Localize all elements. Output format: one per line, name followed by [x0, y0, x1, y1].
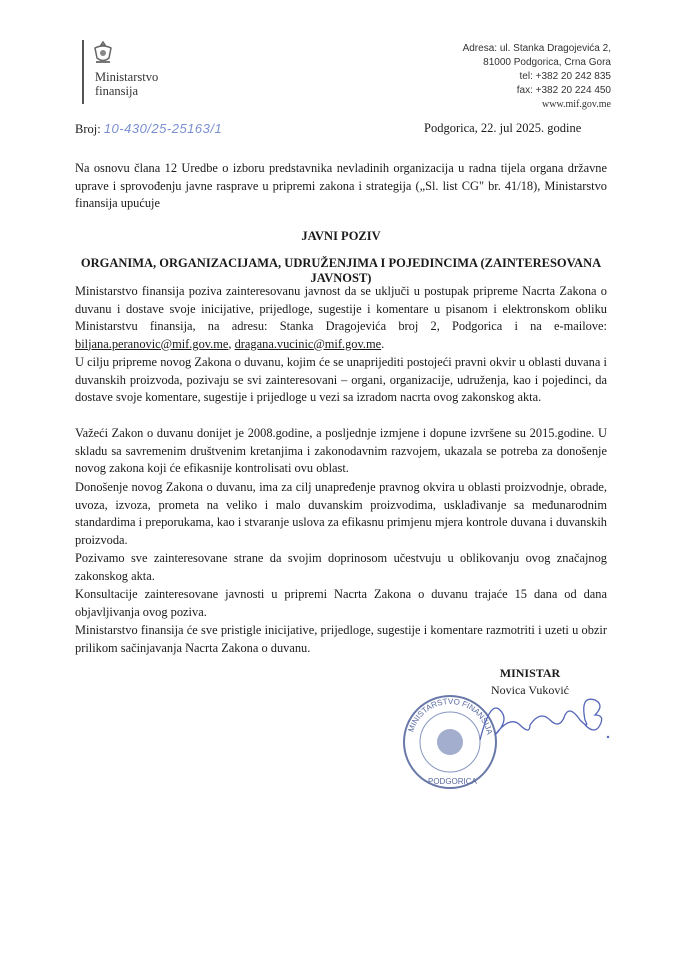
ministry-line: Ministarstvo — [95, 70, 159, 84]
ministry-line: finansija — [95, 84, 139, 98]
email-link[interactable]: biljana.peranovic@mif.gov.me — [75, 336, 229, 351]
document-title: JAVNI POZIV — [301, 229, 381, 243]
website: www.mif.gov.me — [542, 99, 611, 110]
paragraph: Pozivamo sve zainteresovane strane da svojim doprinosom učestvuju u oblikovanju ovog značajnog zakonskog akta. — [75, 551, 607, 583]
coat-of-arms-icon — [90, 40, 116, 68]
svg-text:MINISTARSTVO FINANSIJA: MINISTARSTVO FINANSIJA — [406, 696, 495, 736]
logo-divider — [82, 40, 84, 104]
intro-paragraph: Na osnovu člana 12 Uredbe o izboru predstavnika nevladinih organizacija u radna tijela organa državne uprave i sprovođenju javne rasprave u pripremi zakona i strategija („Sl. list CG" br. 41/18), Ministarstvo finansija upućuje — [75, 161, 607, 210]
contact-block — [463, 42, 611, 112]
paragraph: Donošenje novog Zakona o duvanu, ima za cilj unapređenje pravnog okvira u oblasti proizvodnje, obrade, uvoza, izvoza, prometa na veliko i malo duvanskim proizvodima, usklađivanje sa međunarodnim standardima i preporukama, kao i stvaranje uslova za efikasnu primjenu mjera kontrole duvana i duvanskih proizvoda. — [75, 480, 607, 547]
email-link[interactable]: dragana.vucinic@mif.gov.me — [234, 336, 382, 351]
paragraph: Važeći Zakon o duvanu donijet je 2008.godine, a posljednje izmjene i dopune izvršene su 2015.godine. U skladu sa savremenim društvenim kretanjima i zakonodavnim razvojem, ukazala se potreba za donošenje novog zakona koji će efikasnije kontrolisati ovu oblast. — [75, 426, 607, 475]
paragraph: Ministarstvo finansija poziva zainteresovanu javnost da se uključi u postupak pripreme Nacrta Zakona o duvanu i dostave svoje inicijative, prijedloge, sugestije i komentare u pisanom i elektronskom obliku Ministarstvu finansija, na adresu: Stanka Dragojevića broj 2, Podgorica i na e-mailove: biljana.peranovic@mif.gov.me, dragana.vucinic@mif.gov.me. — [75, 284, 607, 351]
paragraph: Ministarstvo finansija će sve pristigle inicijative, prijedloge, sugestije i komentare razmotriti i uzeti u obzir prilikom sačinjavanja Nacrta Zakona o duvanu. — [75, 623, 607, 655]
handwritten-signature — [470, 695, 620, 755]
svg-text:PODGORICA: PODGORICA — [428, 777, 477, 786]
reference-number — [75, 121, 222, 137]
document-subtitle: ORGANIMA, ORGANIZACIJAMA, UDRUŽENJIMA I POJEDINCIMA (ZAINTERESOVANA JAVNOST) — [80, 256, 602, 285]
paragraph: U cilju pripreme novog Zakona o duvanu, kojim će se unaprijediti postojeći pravni okvir u oblasti duvana i duvanskih proizvoda, pozivaju se svi zainteresovani – organi, organizacije, udruženja, kao i pojedinci, da dostave svoje komentare, sugestije i prijedloge u vezi sa izradom nacrta ovog zakonskog akta. — [75, 355, 607, 404]
broj-label: Broj: — [75, 122, 101, 136]
signatory-name: Novica Vuković — [490, 683, 570, 697]
paragraph-text: Ministarstvo finansija poziva zainteresovanu javnost da se uključi u postupak pripreme Nacrta Zakona o duvanu i dostave svoje inicijative, prijedloge, sugestije i komentare u pisanom i elektronskom obliku Ministarstvu finansija, na adresu: Stanka Dragojevića broj 2, Podgorica i na e-mailove: — [75, 284, 607, 333]
paragraph: Konsultacije zainteresovane javnosti u pripremi Nacrta Zakona o duvanu trajaće 15 dana od dana objavljivanja ovog poziva. — [75, 587, 607, 619]
phone: tel: +382 20 242 835 — [519, 71, 611, 82]
fax: fax: +382 20 224 450 — [516, 85, 611, 96]
document-date: Podgorica, 22. jul 2025. godine — [424, 121, 582, 135]
broj-value: 10-430/25-25163/1 — [103, 121, 223, 136]
ministry-name — [95, 70, 158, 98]
signatory-role: MINISTAR — [499, 666, 561, 680]
address-line: Adresa: ul. Stanka Dragojevića 2, — [462, 43, 611, 54]
address-line: 81000 Podgorica, Crna Gora — [483, 57, 611, 68]
